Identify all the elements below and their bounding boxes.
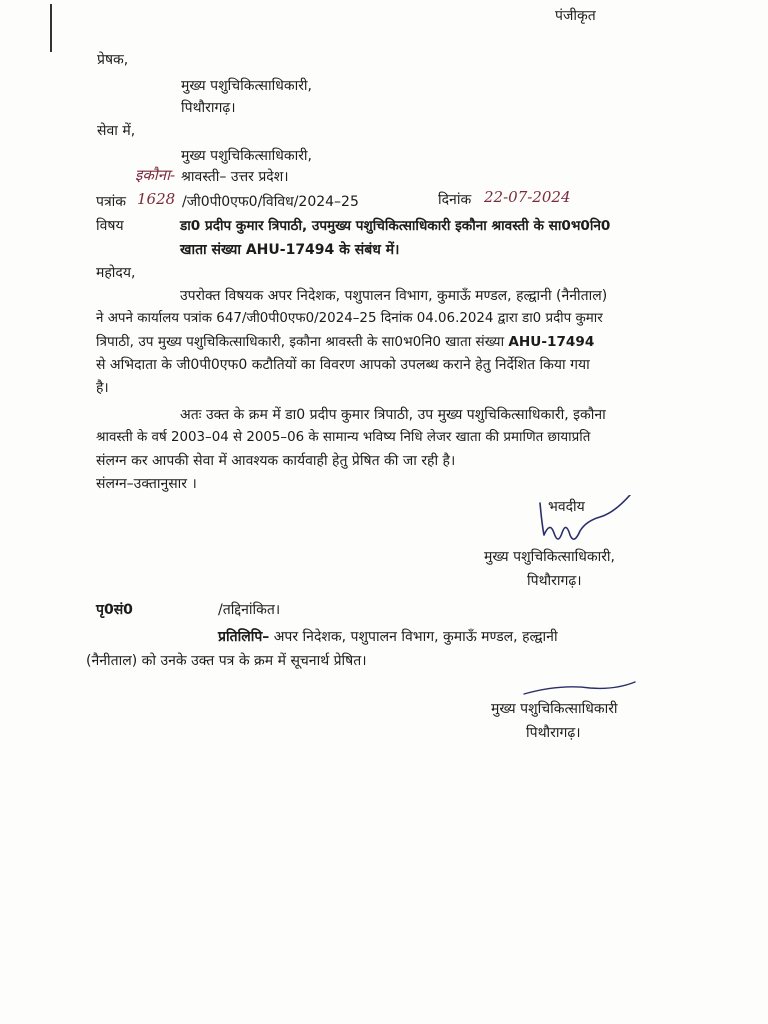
copy-line-1: प्रतिलिपि– अपर निदेशक, पशुपालन विभाग, कुमाऊँ मण्डल, हल्द्वानी bbox=[218, 629, 558, 645]
signature1-place: पिथौरागढ़। bbox=[527, 573, 582, 589]
reference-label: पत्रांक bbox=[96, 194, 127, 210]
body-p1-line5: है। bbox=[96, 380, 109, 396]
handwritten-signature-2 bbox=[520, 680, 640, 700]
subject-line-1: डा0 प्रदीप कुमार त्रिपाठी, उपमुख्य पशुचिकित्साधिकारी इकौना श्रावस्ती के सा0भ0नि0 bbox=[180, 218, 611, 234]
sender-place: पिथौरागढ़। bbox=[181, 100, 236, 116]
body-p1-line1: उपरोक्त विषयक अपर निदेशक, पशुपालन विभाग, कुमाऊँ मण्डल, हल्द्वानी (नैनीताल) bbox=[180, 288, 608, 304]
copy-line-2: (नैनीताल) को उनके उक्त पत्र के क्रम में सूचनार्थ प्रेषित। bbox=[86, 653, 367, 669]
body-p2-line3: संलग्न कर आपकी सेवा में आवश्यक कार्यवाही हेतु प्रेषित की जा रही है। bbox=[96, 453, 456, 469]
closing-bhavdiya: भवदीय bbox=[548, 499, 585, 515]
endorsement-label: पृ0सं0 bbox=[96, 602, 133, 618]
body-p2-line1: अतः उक्त के क्रम में डा0 प्रदीप कुमार त्रिपाठी, उप मुख्य पशुचिकित्साधिकारी, इकौना bbox=[180, 407, 606, 423]
salutation: महोदय, bbox=[96, 265, 136, 281]
handwritten-signature-1 bbox=[520, 495, 640, 555]
registered-mark: पंजीकृत bbox=[555, 8, 596, 24]
body-p1-line4: से अभिदाता के जी0पी0एफ0 कटौतियों का विवरण आपको उपलब्ध कराने हेतु निर्देशित किया गया bbox=[96, 357, 590, 373]
subject-line-2: खाता संख्या AHU-17494 के संबंध में। bbox=[180, 242, 400, 258]
sender-label: प्रेषक, bbox=[97, 52, 129, 68]
recipient-place: श्रावस्ती– उत्तर प्रदेश। bbox=[181, 169, 289, 185]
body-p1-line3: त्रिपाठी, उप मुख्य पशुचिकित्साधिकारी, इकौना श्रावस्ती के सा0भ0नि0 खाता संख्या AHU-17494 bbox=[96, 334, 595, 350]
reference-code: /जी0पी0एफ0/विविध/2024–25 bbox=[182, 194, 359, 210]
handwritten-date: 22-07-2024 bbox=[484, 188, 571, 206]
sender-designation: मुख्य पशुचिकित्साधिकारी, bbox=[181, 78, 313, 94]
margin-mark bbox=[50, 4, 52, 52]
subject-account-number: AHU-17494 bbox=[245, 242, 335, 258]
body-account-number: AHU-17494 bbox=[508, 334, 595, 350]
date-label: दिनांक bbox=[438, 192, 472, 208]
reference-handwritten-number: 1628 bbox=[137, 190, 176, 208]
recipient-designation: मुख्य पशुचिकित्साधिकारी, bbox=[181, 148, 313, 164]
copy-label: प्रतिलिपि– bbox=[218, 629, 270, 645]
enclosure-note: संलग्न–उक्तानुसार । bbox=[96, 476, 197, 492]
signature2-designation: मुख्य पशुचिकित्साधिकारी bbox=[491, 701, 618, 717]
recipient-handwritten-prefix: इकौना- bbox=[135, 166, 176, 184]
recipient-label: सेवा में, bbox=[97, 123, 136, 139]
body-p1-line2: ने अपने कार्यालय पत्रांक 647/जी0पी0एफ0/2024–25 दिनांक 04.06.2024 द्वारा डा0 प्रदीप कुमार bbox=[96, 311, 603, 326]
signature1-designation: मुख्य पशुचिकित्साधिकारी, bbox=[484, 549, 616, 565]
endorsement-date-text: /तद्दिनांकित। bbox=[218, 602, 281, 618]
signature2-place: पिथौरागढ़। bbox=[526, 725, 581, 741]
subject-label: विषय bbox=[96, 218, 124, 234]
body-p2-line2: श्रावस्ती के वर्ष 2003–04 से 2005–06 के सामान्य भविष्य निधि लेजर खाता की प्रमाणित छायाप्रति bbox=[96, 430, 591, 445]
